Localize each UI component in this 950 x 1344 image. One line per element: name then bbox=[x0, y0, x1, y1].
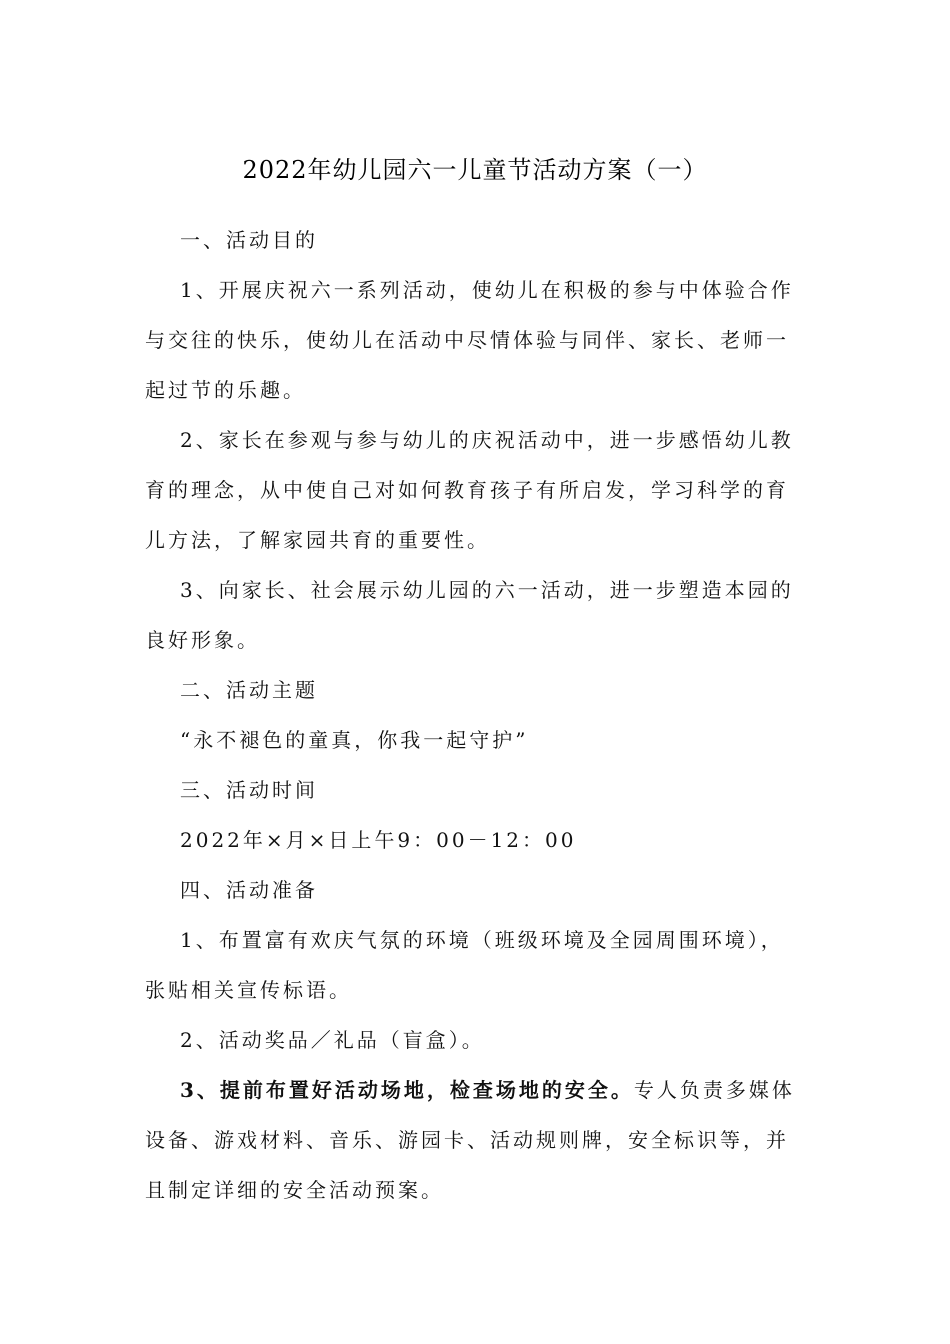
section-heading-time: 三、活动时间 bbox=[180, 778, 318, 802]
preparation-3-rest: 专人负责多媒体设备、游戏材料、音乐、游园卡、活动规则牌，安全标识等，并且制定详细的安全活动预案。 bbox=[145, 1078, 795, 1202]
document-title: 2022年幼儿园六一儿童节活动方案（一） bbox=[242, 156, 708, 184]
section-heading-purpose: 一、活动目的 bbox=[180, 228, 318, 252]
preparation-paragraph-2: 2、活动奖品／礼品（盲盒）。 bbox=[180, 1028, 485, 1052]
section-heading-preparation: 四、活动准备 bbox=[180, 878, 318, 902]
time-text: 2022年×月×日上午9：00－12：00 bbox=[180, 828, 577, 852]
preparation-paragraph-1: 1、布置富有欢庆气氛的环境（班级环境及全园周围环境），张贴相关宣传标语。 bbox=[145, 928, 784, 1002]
purpose-paragraph-3: 3、向家长、社会展示幼儿园的六一活动，进一步塑造本园的良好形象。 bbox=[145, 578, 794, 652]
theme-text: “永不褪色的童真，你我一起守护” bbox=[180, 728, 529, 752]
document-body bbox=[145, 215, 795, 1215]
preparation-3-bold-lead: 3、提前布置好活动场地，检查场地的安全。 bbox=[180, 1078, 634, 1102]
section-heading-theme: 二、活动主题 bbox=[180, 678, 318, 702]
preparation-paragraph-3 bbox=[145, 1065, 795, 1215]
purpose-paragraph-1: 1、开展庆祝六一系列活动，使幼儿在积极的参与中体验合作与交往的快乐，使幼儿在活动中尽情体验与同伴、家长、老师一起过节的乐趣。 bbox=[145, 278, 794, 402]
purpose-paragraph-2: 2、家长在参观与参与幼儿的庆祝活动中，进一步感悟幼儿教育的理念，从中使自己对如何教育孩子有所启发，学习科学的育儿方法，了解家园共育的重要性。 bbox=[145, 428, 794, 552]
